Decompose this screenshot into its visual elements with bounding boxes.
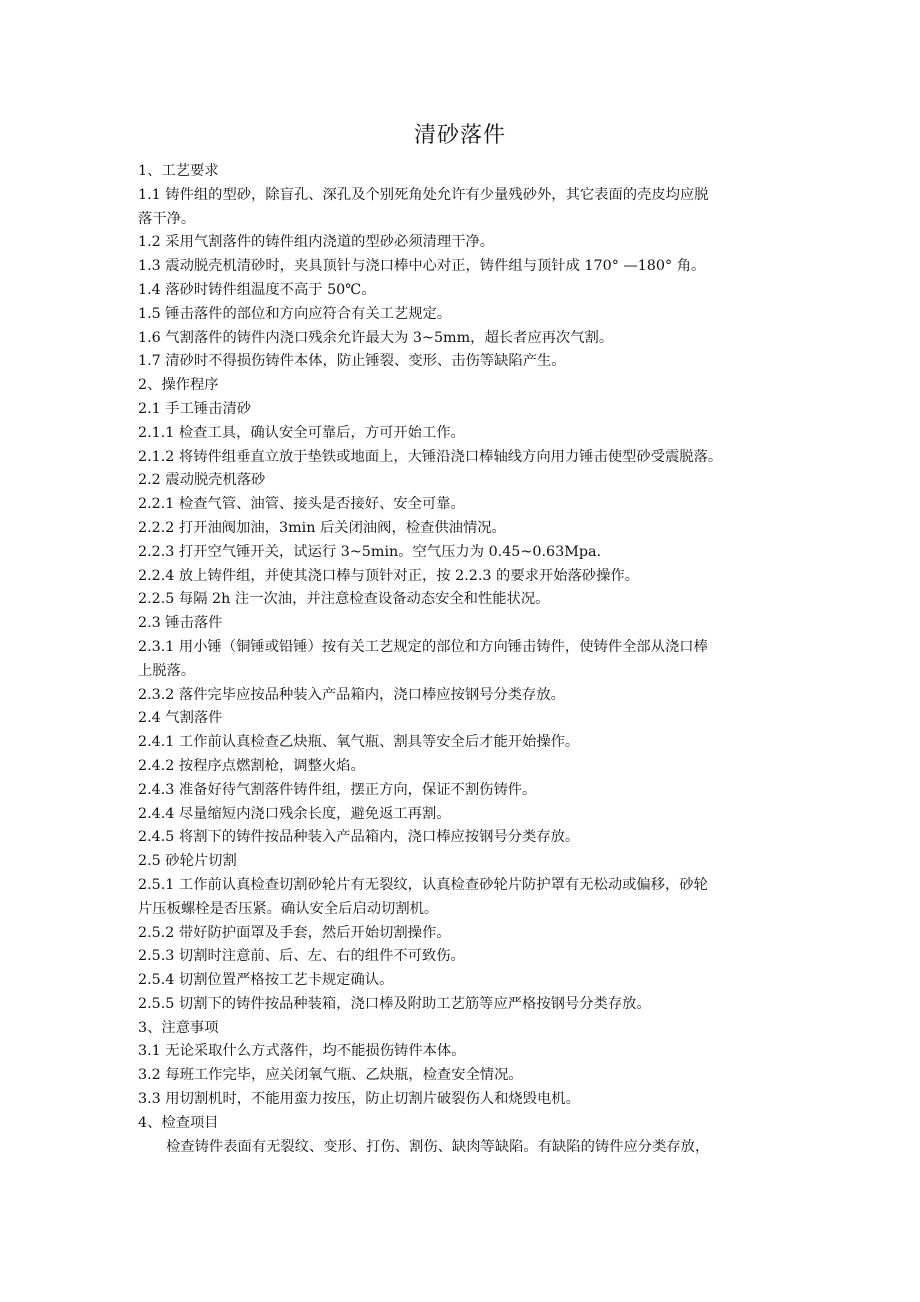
text-line: 2、操作程序 — [138, 377, 219, 394]
text-line: 上脱落。 — [138, 662, 196, 679]
text-line: 2.4.4 尽量缩短内浇口残余长度，避免返工再割。 — [138, 805, 451, 822]
text-line: 2.2.3 打开空气锤开关，试运行 3~5min。空气压力为 0.45~0.63Mpa. — [138, 543, 602, 560]
text-line: 1.6 气割落件的铸件内浇口残余允许最大为 3~5mm，超长者应再次气割。 — [138, 329, 614, 346]
text-line: 2.2.4 放上铸件组，并使其浇口棒与顶针对正，按 2.2.3 的要求开始落砂操作。 — [138, 567, 639, 584]
text-line: 3.3 用切割机时，不能用蛮力按压，防止切割片破裂伤人和烧毁电机。 — [138, 1091, 580, 1108]
text-line: 3.1 无论采取什么方式落件，均不能损伤铸件本体。 — [138, 1043, 466, 1060]
page-title: 清砂落件 — [413, 123, 506, 148]
text-line: 2.1.1 检查工具，确认安全可靠后，方可开始工作。 — [138, 424, 465, 441]
text-line: 2.5.2 带好防护面罩及手套，然后开始切割操作。 — [138, 924, 451, 941]
text-line: 1.3 震动脱壳机清砂时，夹具顶针与浇口棒中心对正，铸件组与顶针成 170° —180° 角。 — [138, 258, 706, 275]
text-line: 3.2 每班工作完毕，应关闭氧气瓶、乙炔瓶，检查安全情况。 — [138, 1067, 523, 1084]
text-line: 落干净。 — [138, 210, 196, 227]
text-line: 1.2 采用气割落件的铸件组内浇道的型砂必须清理干净。 — [138, 234, 495, 251]
text-line: 2.5.4 切割位置严格按工艺卡规定确认。 — [138, 972, 394, 989]
text-line: 2.5.1 工作前认真检查切割砂轮片有无裂纹，认真检查砂轮片防护罩有无松动或偏移，砂轮 — [138, 876, 708, 893]
text-line: 2.4.5 将割下的铸件按品种装入产品箱内，浇口棒应按钢号分类存放。 — [138, 829, 580, 846]
text-line: 1.7 清砂时不得损伤铸件本体，防止锤裂、变形、击伤等缺陷产生。 — [138, 353, 566, 370]
text-line: 片压板螺栓是否压紧。确认安全后启动切割机。 — [138, 900, 439, 917]
text-line: 2.4.1 工作前认真检查乙炔瓶、氧气瓶、割具等安全后才能开始操作。 — [138, 734, 580, 751]
text-line: 2.3 锤击落件 — [138, 615, 223, 632]
text-line: 1.4 落砂时铸件组温度不高于 50℃。 — [138, 281, 376, 298]
text-line: 1.5 锤击落件的部位和方向应符合有关工艺规定。 — [138, 305, 452, 322]
text-line: 4、检查项目 — [138, 1114, 219, 1131]
text-line: 2.2.1 检查气管、油管、接头是否接好、安全可靠。 — [138, 496, 465, 513]
document-body — [138, 160, 788, 1159]
text-line: 3、注意事项 — [138, 1019, 219, 1036]
text-line: 1.1 铸件组的型砂，除盲孔、深孔及个别死角处允许有少量残砂外，其它表面的壳皮均应脱 — [138, 186, 709, 203]
text-line: 2.2.2 打开油阀加油，3min 后关闭油阀，检查供油情况。 — [138, 519, 506, 536]
text-line: 2.4.2 按程序点燃割枪，调整火焰。 — [138, 757, 365, 774]
text-line: 2.5 砂轮片切割 — [138, 853, 237, 870]
text-line: 2.4 气割落件 — [138, 710, 223, 727]
text-line: 2.2.5 每隔 2h 注一次油，并注意检查设备动态安全和性能状况。 — [138, 591, 550, 608]
paragraph-text: 检查铸件表面有无裂纹、变形、打伤、割伤、缺肉等缺陷。有缺陷的铸件应分类存放， — [166, 1138, 710, 1155]
text-line: 2.2 震动脱壳机落砂 — [138, 472, 266, 489]
text-line: 1、工艺要求 — [138, 163, 219, 179]
text-line: 2.4.3 准备好待气割落件铸件组，摆正方向，保证不割伤铸件。 — [138, 781, 537, 798]
text-line: 2.5.5 切割下的铸件按品种装箱，浇口棒及附助工艺筋等应严格按钢号分类存放。 — [138, 995, 651, 1012]
text-line: 2.1 手工锤击清砂 — [138, 400, 252, 417]
text-line: 2.5.3 切割时注意前、后、左、右的组件不可致伤。 — [138, 948, 465, 965]
text-line: 2.3.2 落件完毕应按品种装入产品箱内，浇口棒应按钢号分类存放。 — [138, 686, 565, 703]
text-line: 2.3.1 用小锤（铜锤或铅锤）按有关工艺规定的部位和方向锤击铸件，使铸件全部从浇口棒 — [138, 638, 708, 655]
text-line: 2.1.2 将铸件组垂直立放于垫铁或地面上，大锤沿浇口棒轴线方向用力锤击使型砂受震脱落。 — [138, 448, 723, 465]
